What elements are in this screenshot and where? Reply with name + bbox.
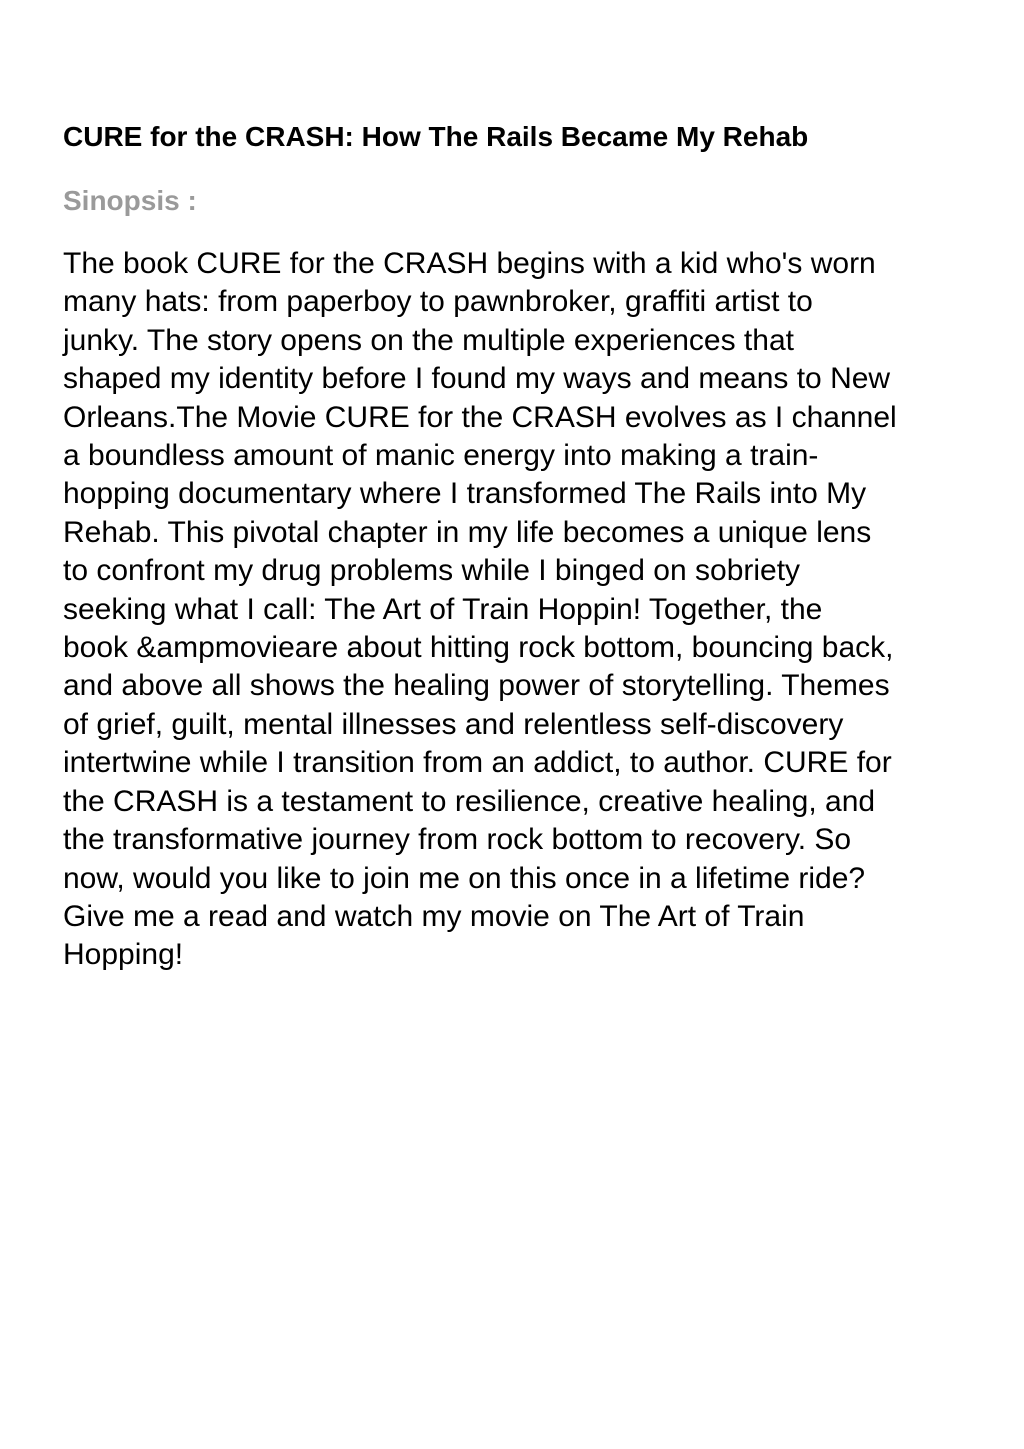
- synopsis-body: [63, 245, 1003, 975]
- synopsis-line: shaped my identity before I found my ways and means to New: [63, 362, 891, 396]
- synopsis-line: seeking what I call: The Art of Train Hoppin! Together, the: [63, 592, 823, 626]
- synopsis-line: book &ampmovieare about hitting rock bottom, bouncing back,: [63, 631, 894, 665]
- synopsis-label: Sinopsis :: [63, 185, 197, 216]
- synopsis-line: hopping documentary where I transformed The Rails into My: [63, 477, 867, 511]
- document-title: CURE for the CRASH: How The Rails Became My Rehab: [63, 121, 809, 152]
- synopsis-line: and above all shows the healing power of storytelling. Themes: [63, 669, 890, 703]
- synopsis-line: a boundless amount of manic energy into making a train-: [63, 439, 819, 473]
- synopsis-line: Give me a read and watch my movie on The Art of Train: [63, 899, 805, 933]
- synopsis-line: Hopping!: [63, 938, 184, 972]
- synopsis-line: the CRASH is a testament to resilience, creative healing, and: [63, 784, 876, 818]
- synopsis-line: many hats: from paperboy to pawnbroker, graffiti artist to: [63, 285, 813, 319]
- synopsis-line: Rehab. This pivotal chapter in my life becomes a unique lens: [63, 515, 872, 549]
- synopsis-line: The book CURE for the CRASH begins with a kid who's worn: [63, 247, 876, 280]
- synopsis-line: the transformative journey from rock bottom to recovery. So: [63, 823, 852, 857]
- synopsis-line: intertwine while I transition from an addict, to author. CURE for: [63, 746, 892, 780]
- synopsis-line: Orleans.The Movie CURE for the CRASH evolves as I channel: [63, 400, 897, 434]
- synopsis-line: junky. The story opens on the multiple experiences that: [63, 323, 794, 357]
- synopsis-line: of grief, guilt, mental illnesses and relentless self-discovery: [63, 707, 844, 741]
- synopsis-line: to confront my drug problems while I binged on sobriety: [63, 554, 801, 588]
- synopsis-line: now, would you like to join me on this once in a lifetime ride?: [63, 861, 866, 895]
